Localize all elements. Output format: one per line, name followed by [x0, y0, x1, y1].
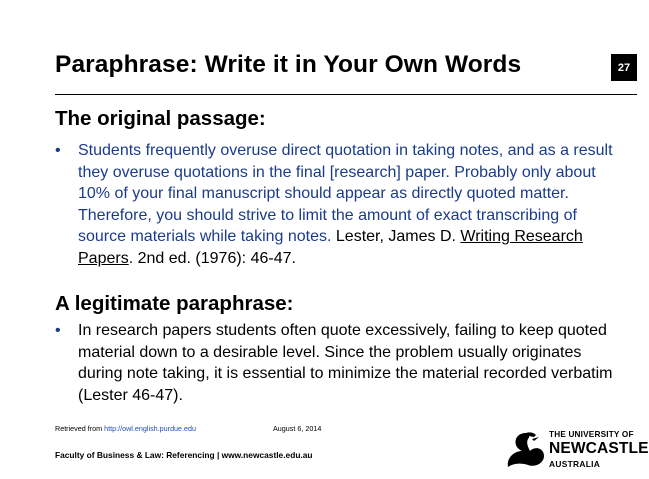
slide-title: Paraphrase: Write it in Your Own Words	[55, 51, 522, 78]
retrieved-label: Retrieved from	[55, 424, 105, 433]
slide-number-badge: 27	[611, 54, 637, 81]
logo-line3: AUSTRALIA	[549, 459, 601, 469]
bullet-marker: •	[55, 142, 61, 159]
title-divider	[55, 94, 637, 95]
paraphrase-heading: A legitimate paraphrase:	[55, 292, 294, 315]
source-credit	[55, 424, 196, 433]
citation-title: Writing Research Papers	[78, 228, 583, 267]
black-swan-icon	[504, 429, 546, 471]
logo-line1: THE UNIVERSITY OF	[549, 430, 634, 439]
citation-prefix: Lester, James D.	[331, 228, 461, 245]
university-logo	[504, 429, 649, 471]
original-passage-heading: The original passage:	[55, 107, 266, 130]
logo-line2: NEWCASTLE	[549, 440, 649, 457]
retrieved-date: August 6, 2014	[273, 424, 322, 433]
original-passage-text	[78, 140, 618, 269]
original-quote: Students frequently overuse direct quotation in taking notes, and as a result they overuse quotations in the final [research] paper. Probably only about 10% of your final manuscript should appear as directly quoted matter. Therefore, you should strive to limit the amount of exact transcribing of source materials while taking notes.	[78, 142, 613, 245]
citation-suffix: . 2nd ed. (1976): 46-47.	[128, 249, 296, 267]
footer-text: Faculty of Business & Law: Referencing | www.newcastle.edu.au	[55, 450, 313, 460]
paraphrase-text: In research papers students often quote excessively, failing to keep quoted material down to a desirable level. Since the problem usually originates during note taking, it is essential to minimize the material recorded verbatim (Lester 46-47).	[78, 322, 613, 404]
source-link[interactable]: http://owl.english.purdue.edu	[104, 424, 197, 433]
bullet-marker: •	[55, 322, 61, 339]
